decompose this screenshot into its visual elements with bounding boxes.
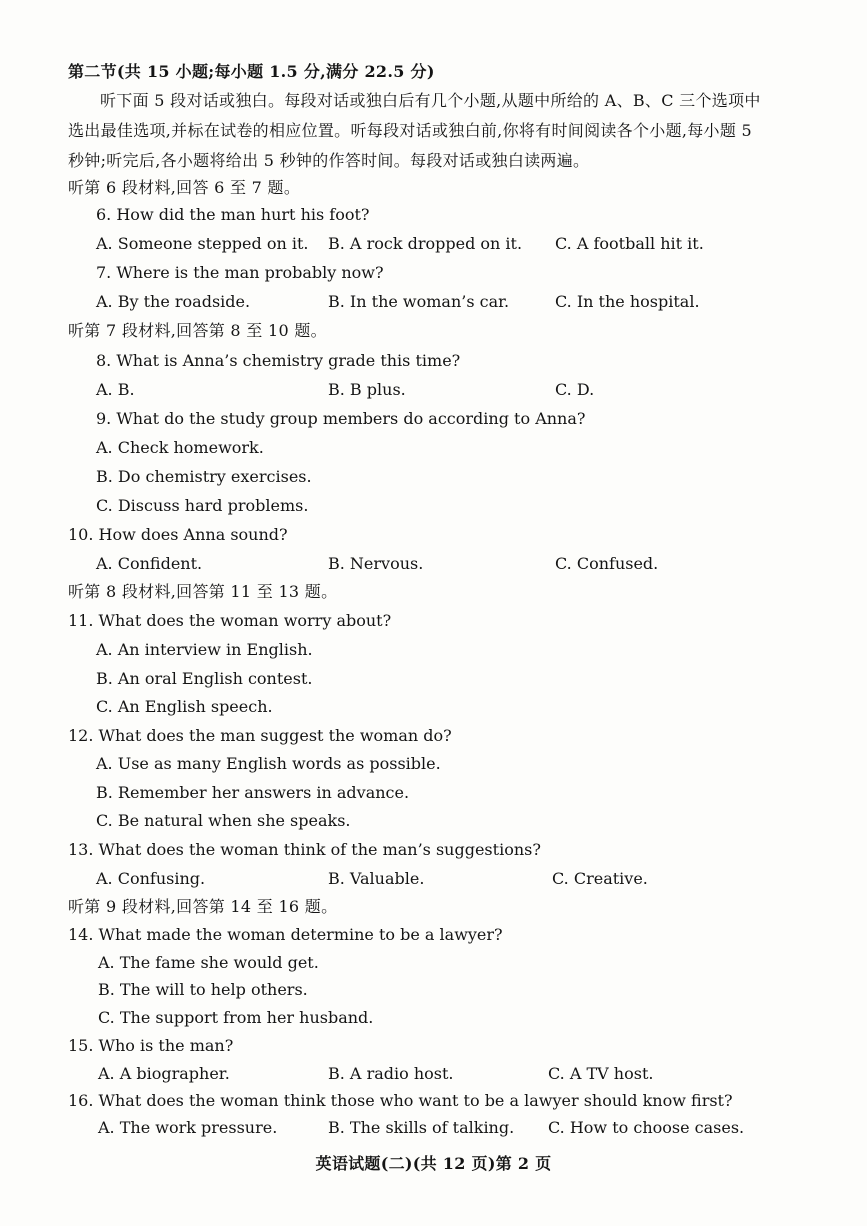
option-a: A. B. (96, 380, 135, 399)
option-c: C. Confused. (555, 554, 659, 573)
option-b: B. The skills of talking. (328, 1118, 515, 1137)
question-stem: 7. Where is the man probably now? (96, 263, 384, 282)
option-c: C. An English speech. (96, 697, 273, 716)
option-c: C. Discuss hard problems. (96, 496, 309, 515)
option-a: A. The fame she would get. (98, 953, 319, 972)
option-c: C. How to choose cases. (548, 1118, 745, 1137)
option-b: B. Valuable. (328, 869, 425, 888)
option-c: C. Creative. (552, 869, 648, 888)
option-a: A. Confusing. (96, 869, 206, 888)
section-title: 第二节(共 15 小题;每小题 1.5 分,满分 22.5 分) (68, 62, 435, 81)
option-c: C. D. (555, 380, 595, 399)
option-a: A. By the roadside. (96, 292, 251, 311)
option-b: B. B plus. (328, 380, 406, 399)
option-b: B. An oral English contest. (96, 669, 313, 688)
option-c: C. A football hit it. (555, 234, 704, 253)
option-a: A. Use as many English words as possible. (96, 754, 441, 773)
question-stem: 11. What does the woman worry about? (68, 611, 392, 630)
question-stem: 15. Who is the man? (68, 1036, 234, 1055)
option-a: A. An interview in English. (96, 640, 313, 659)
question-stem: 13. What does the woman think of the man’s suggestions? (68, 840, 541, 859)
option-c: C. A TV host. (548, 1064, 654, 1083)
question-stem: 8. What is Anna’s chemistry grade this time? (96, 351, 461, 370)
option-c: C. The support from her husband. (98, 1008, 374, 1027)
option-a: A. Someone stepped on it. (96, 234, 309, 253)
question-stem: 16. What does the woman think those who want to be a lawyer should know first? (68, 1091, 733, 1110)
section-instructions: 听下面 5 段对话或独白。每段对话或独白后有几个小题,从题中所给的 A、B、C 三个选项中选出最佳选项,并标在试卷的相应位置。听每段对话或独白前,你将有时间阅读各个小题,每小题 5 秒钟;听完后,各小题将给出 5 秒钟的作答时间。每段对话或独白读两遍。 (68, 91, 761, 170)
option-b: B. The will to help others. (98, 980, 308, 999)
option-b: B. Do chemistry exercises. (96, 467, 312, 486)
page-footer: 英语试题(二)(共 12 页)第 2 页 (315, 1154, 552, 1173)
question-stem: 9. What do the study group members do according to Anna? (96, 409, 586, 428)
option-a: A. Confident. (96, 554, 203, 573)
question-stem: 6. How did the man hurt his foot? (96, 205, 370, 224)
question-stem: 12. What does the man suggest the woman do? (68, 726, 452, 745)
option-c: C. Be natural when she speaks. (96, 811, 351, 830)
option-b: B. In the woman’s car. (328, 292, 510, 311)
option-b: B. A rock dropped on it. (328, 234, 523, 253)
group-header: 听第 9 段材料,回答第 14 至 16 题。 (68, 897, 338, 916)
option-a: A. The work pressure. (98, 1118, 278, 1137)
group-header: 听第 7 段材料,回答第 8 至 10 题。 (68, 321, 327, 340)
option-b: B. Nervous. (328, 554, 424, 573)
group-header: 听第 8 段材料,回答第 11 至 13 题。 (68, 582, 338, 601)
question-stem: 14. What made the woman determine to be a lawyer? (68, 925, 503, 944)
group-header: 听第 6 段材料,回答 6 至 7 题。 (68, 178, 301, 197)
option-b: B. Remember her answers in advance. (96, 783, 410, 802)
question-stem: 10. How does Anna sound? (68, 525, 288, 544)
option-b: B. A radio host. (328, 1064, 454, 1083)
option-c: C. In the hospital. (555, 292, 700, 311)
option-a: A. A biographer. (98, 1064, 230, 1083)
option-a: A. Check homework. (96, 438, 264, 457)
